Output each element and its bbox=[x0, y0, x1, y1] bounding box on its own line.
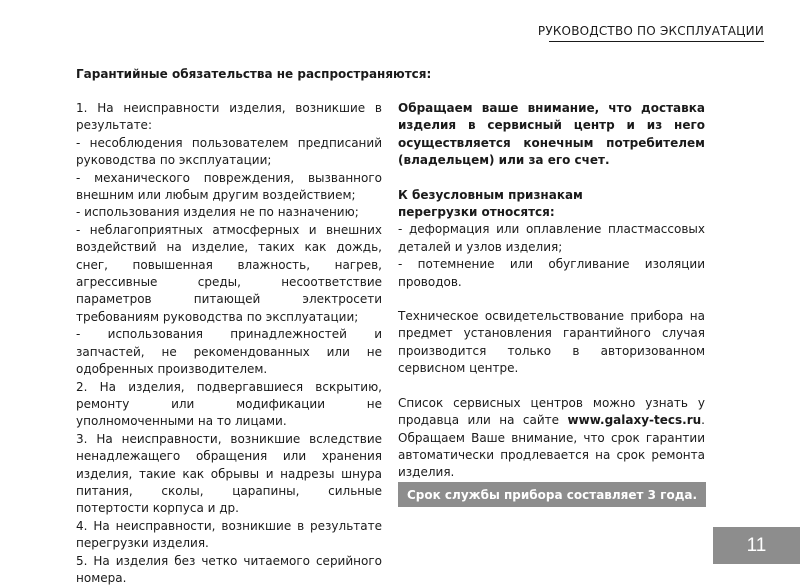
list-item: - несоблюдения пользователем предписаний руководства по эксплуатации; bbox=[76, 135, 382, 168]
page-number: 11 bbox=[713, 527, 800, 564]
list-item: 3. На неисправности, возникшие вследствие ненадлежащего обращения или хранения изделия, такие как обрывы и надрезы шнура питания, сколы, царапины, сильные потертости корпуса и др. bbox=[76, 431, 382, 516]
page-header-title: РУКОВОДСТВО ПО ЭКСПЛУАТАЦИИ bbox=[537, 24, 764, 38]
list-item: - деформация или оплавление пластмассовых деталей и узлов изделия; bbox=[398, 222, 705, 254]
list-item: 5. На изделия без четко читаемого серийного номера. bbox=[76, 553, 382, 585]
left-column bbox=[76, 100, 382, 587]
list-item: - потемнение или обугливание изоляции проводов. bbox=[398, 257, 705, 289]
overload-title bbox=[398, 187, 705, 222]
inspection-text: Техническое освидетельствование прибора на предмет установления гарантийного случая производится только в авторизованном сервисном центре. bbox=[398, 309, 705, 376]
website-link[interactable]: www.galaxy-tecs.ru bbox=[567, 413, 702, 428]
right-column bbox=[398, 100, 705, 482]
list-item: - использования принадлежностей и запчастей, не рекомендованных или не одобренных производителем. bbox=[76, 327, 382, 377]
section-title: Гарантийные обязательства не распространяются: bbox=[76, 67, 432, 81]
list-item: 1. На неисправности изделия, возникшие в результате: bbox=[76, 101, 382, 133]
service-centers-text bbox=[398, 395, 705, 482]
list-item: 2. На изделия, подвергавшиеся вскрытию, ремонту или модификации не уполномоченными на то лицами. bbox=[76, 379, 382, 429]
header-divider bbox=[549, 41, 764, 42]
delivery-notice: Обращаем ваше внимание, что доставка изделия в сервисный центр и из него осуществляется конечным потребителем (владельцем) или за его счет. bbox=[398, 101, 705, 168]
list-item: - механического повреждения, вызванного внешним или любым другим воздействием; bbox=[76, 170, 382, 203]
list-item: - использования изделия не по назначению; bbox=[76, 205, 359, 220]
list-item: - неблагоприятных атмосферных и внешних воздействий на изделие, таких как дождь, снег, повышенная влажность, нагрев, агрессивные среды, несоответствие параметров питающей электросети требованиям руководства по эксплуатации; bbox=[76, 222, 382, 324]
overload-title-line-1: К безусловным признакам bbox=[398, 187, 583, 202]
list-item: 4. На неисправности, возникшие в результате перегрузки изделия. bbox=[76, 518, 382, 551]
overload-title-line-2: перегрузки относятся: bbox=[398, 205, 555, 220]
service-life-banner: Срок службы прибора составляет 3 года. bbox=[398, 482, 706, 507]
service-text-end: . Обращаем Ваше внимание, что срок гарантии автоматически продлевается на срок ремонта изделия. bbox=[398, 413, 705, 480]
service-text-start: Список сервисных центров можно узнать у продавца или на сайте bbox=[398, 395, 705, 428]
